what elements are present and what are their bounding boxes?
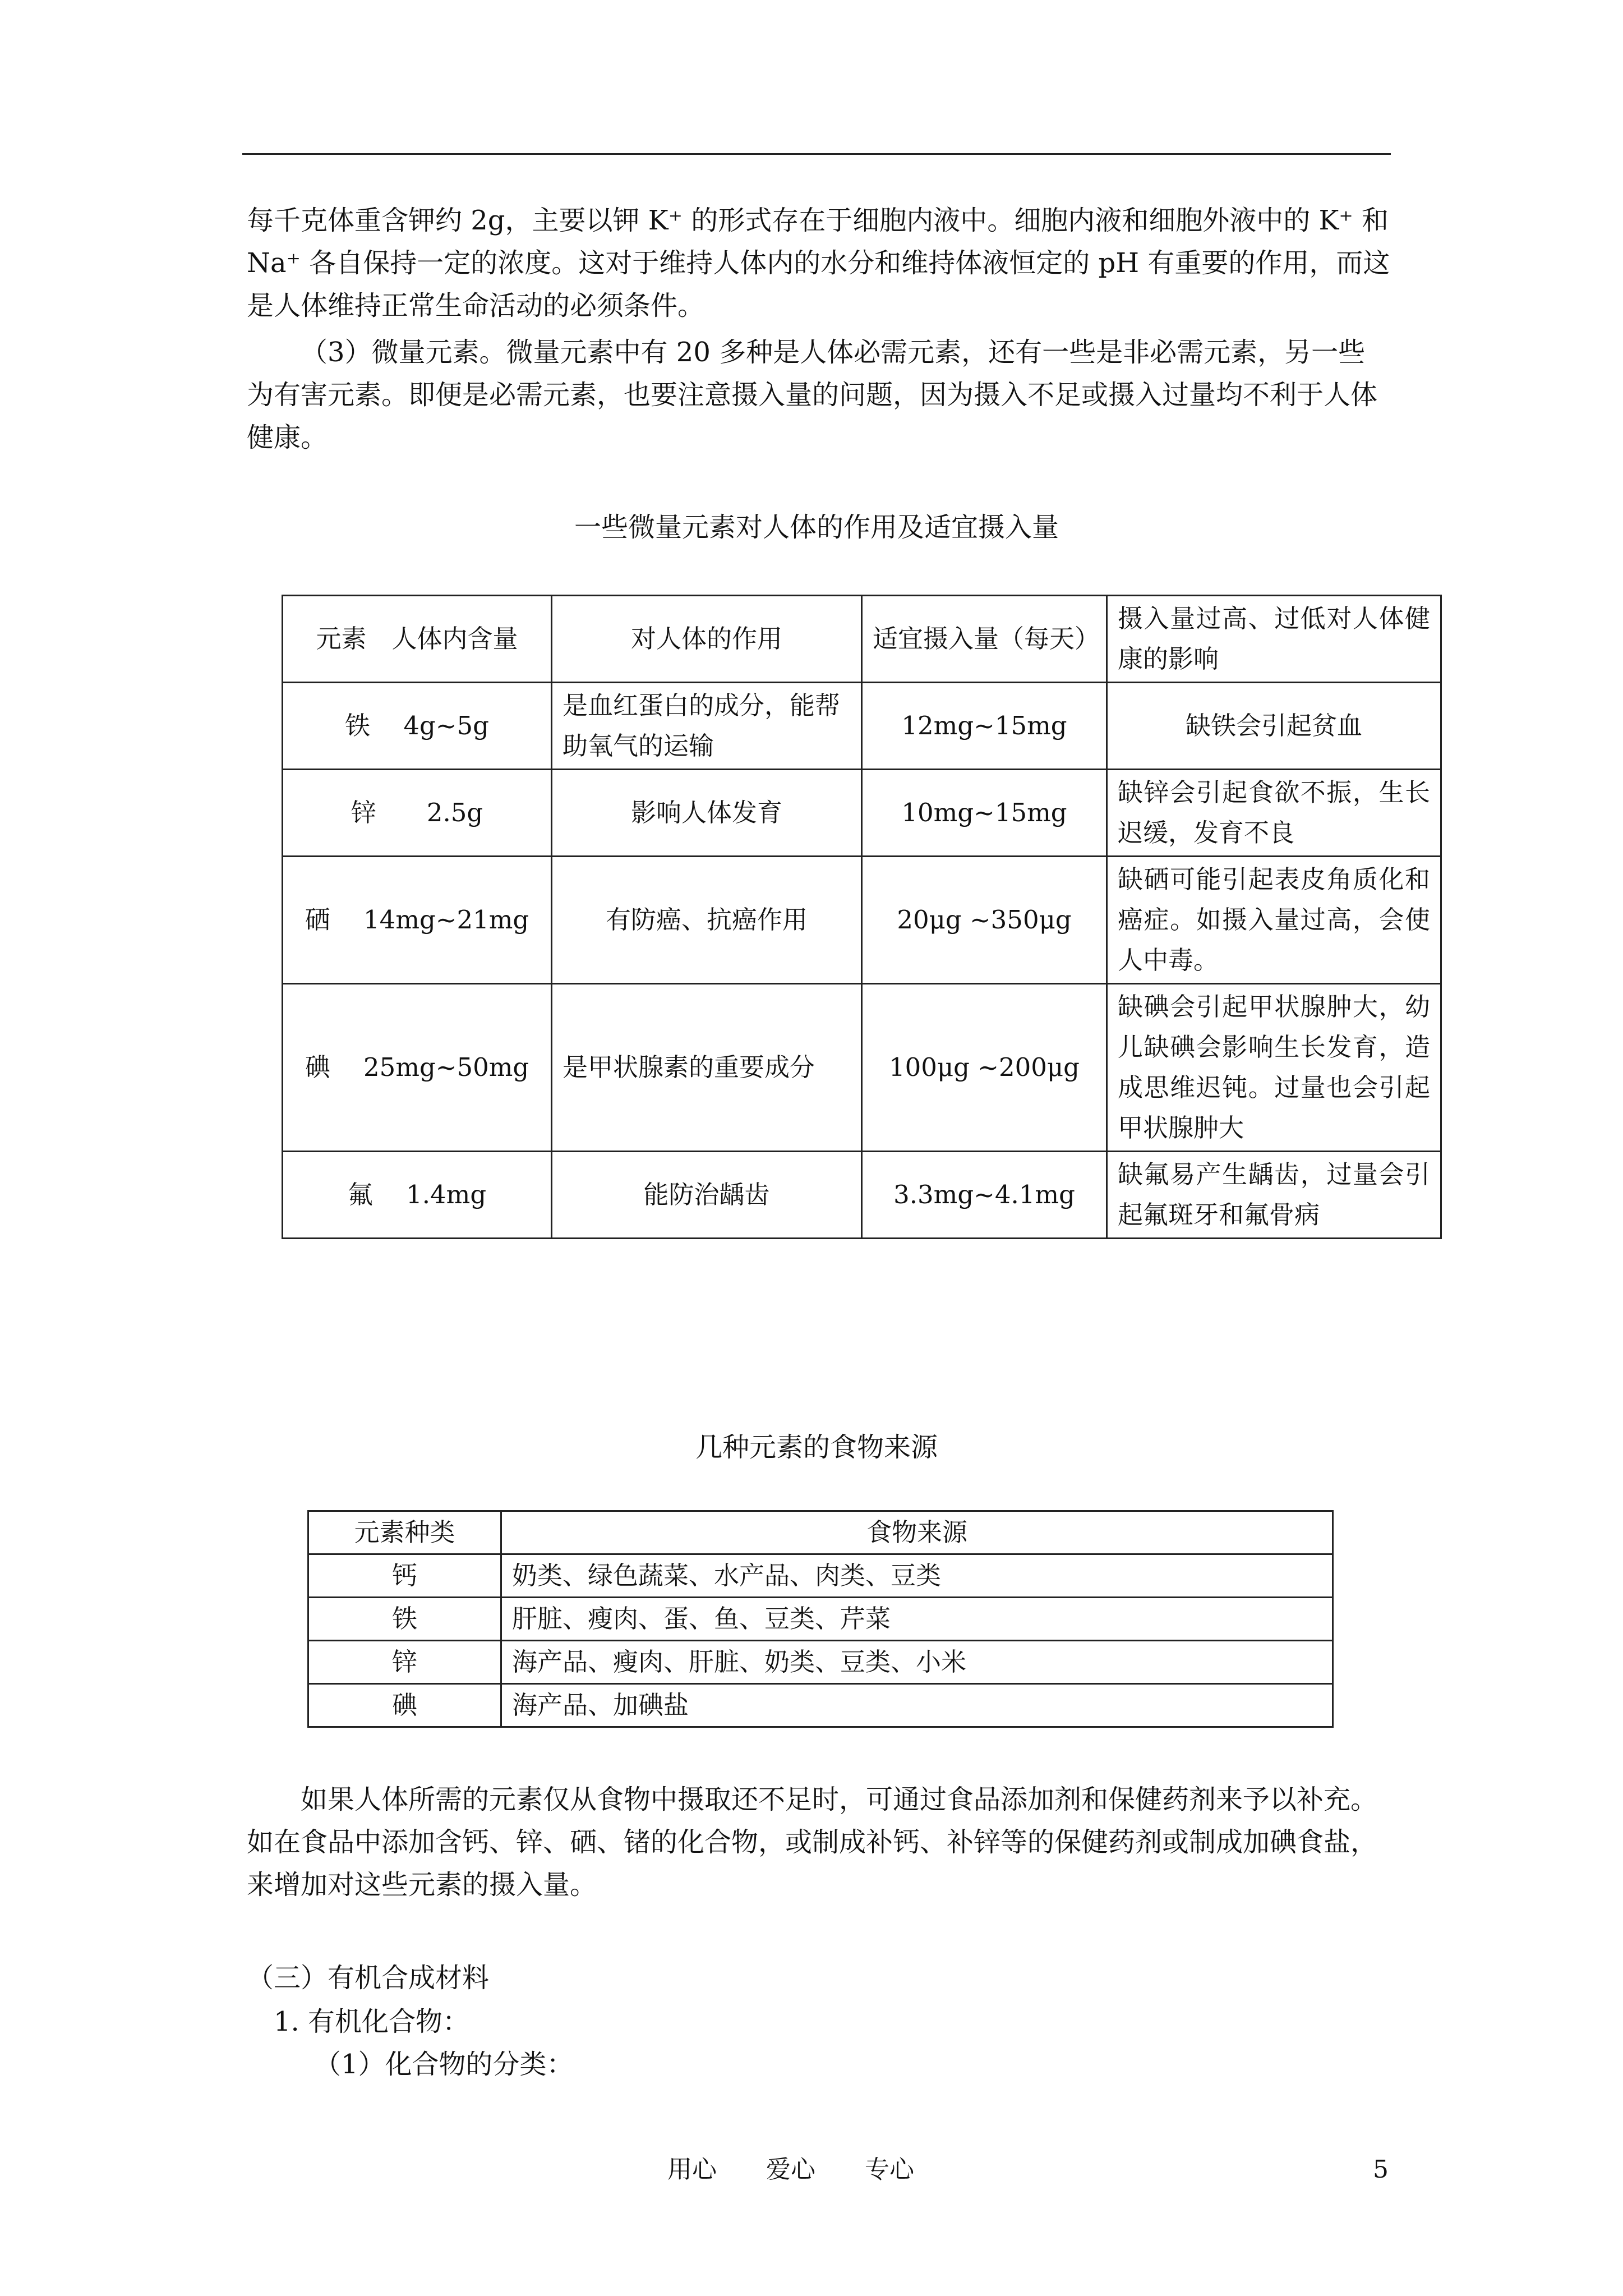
cell-effect: 缺硒可能引起表皮角质化和癌症。如摄入量过高，会使人中毒。 bbox=[1107, 857, 1441, 984]
cell-intake: 10mg~15mg bbox=[862, 770, 1107, 857]
header-role: 对人体的作用 bbox=[552, 596, 862, 683]
header-effect: 摄入量过高、过低对人体健康的影响 bbox=[1107, 596, 1441, 683]
cell-effect: 缺碘会引起甲状腺肿大，幼儿缺碘会影响生长发育，造成思维迟钝。过量也会引起甲状腺肿大 bbox=[1107, 984, 1441, 1152]
table-row bbox=[283, 1152, 1441, 1239]
table-row bbox=[283, 984, 1441, 1152]
cell-intake: 100μg ~200μg bbox=[862, 984, 1107, 1152]
page-number: 5 bbox=[1373, 2155, 1389, 2184]
food-source-table bbox=[307, 1510, 1334, 1728]
cell-element: 硒 14mg~21mg bbox=[283, 857, 552, 984]
cell-effect: 缺铁会引起贫血 bbox=[1107, 683, 1441, 770]
header-intake: 适宜摄入量（每天） bbox=[862, 596, 1107, 683]
cell-source: 海产品、瘦肉、肝脏、奶类、豆类、小米 bbox=[501, 1641, 1333, 1684]
trace-element-table bbox=[282, 595, 1442, 1239]
cell-element: 铁 bbox=[308, 1598, 501, 1641]
header-element-kind: 元素种类 bbox=[308, 1511, 501, 1554]
cell-role: 影响人体发育 bbox=[552, 770, 862, 857]
cell-intake: 3.3mg~4.1mg bbox=[862, 1152, 1107, 1239]
table-header-row bbox=[283, 596, 1441, 683]
table-row bbox=[308, 1598, 1333, 1641]
paragraph-potassium: 每千克体重含钾约 2g，主要以钾 K⁺ 的形式存在于细胞内液中。细胞内液和细胞外液中的 K⁺ 和 Na⁺ 各自保持一定的浓度。这对于维持人体内的水分和维持体液恒定的 pH 有重要的作用，而这是人体维持正常生命活动的必须条件。 bbox=[247, 205, 1390, 321]
table-row bbox=[308, 1554, 1333, 1598]
cell-element: 锌 2.5g bbox=[283, 770, 552, 857]
header-element-content: 元素 人体内含量 bbox=[283, 596, 552, 683]
cell-intake: 12mg~15mg bbox=[862, 683, 1107, 770]
paragraph-supplements: 如果人体所需的元素仅从食物中摄取还不足时，可通过食品添加剂和保健药剂来予以补充。如在食品中添加含钙、锌、硒、锗的化合物，或制成补钙、补锌等的保健药剂或制成加碘食盐，来增加对这些元素的摄入量。 bbox=[247, 1784, 1378, 1901]
cell-intake: 20μg ~350μg bbox=[862, 857, 1107, 984]
cell-element: 铁 4g~5g bbox=[283, 683, 552, 770]
section-heading: （三）有机合成材料 bbox=[247, 1962, 490, 1994]
sub-subsection-heading: （1）化合物的分类： bbox=[314, 2049, 574, 2080]
table-row bbox=[308, 1641, 1333, 1684]
cell-source: 肝脏、瘦肉、蛋、鱼、豆类、芹菜 bbox=[501, 1598, 1333, 1641]
paragraph-trace-elements: （3）微量元素。微量元素中有 20 多种是人体必需元素，还有一些是非必需元素，另一些为有害元素。即便是必需元素，也要注意摄入量的问题，因为摄入不足或摄入过量均不利于人体健康。 bbox=[247, 337, 1378, 453]
table-row bbox=[283, 770, 1441, 857]
cell-effect: 缺氟易产生龋齿，过量会引起氟斑牙和氟骨病 bbox=[1107, 1152, 1441, 1239]
cell-effect: 缺锌会引起食欲不振，生长迟缓，发育不良 bbox=[1107, 770, 1441, 857]
table1-caption: 一些微量元素对人体的作用及适宜摄入量 bbox=[574, 512, 1059, 543]
cell-role: 是血红蛋白的成分，能帮助氧气的运输 bbox=[552, 683, 862, 770]
table-row bbox=[283, 857, 1441, 984]
cell-role: 是甲状腺素的重要成分 bbox=[552, 984, 862, 1152]
header-food-source: 食物来源 bbox=[501, 1511, 1333, 1554]
header-rule bbox=[242, 153, 1391, 155]
cell-source: 奶类、绿色蔬菜、水产品、肉类、豆类 bbox=[501, 1554, 1333, 1598]
cell-element: 钙 bbox=[308, 1554, 501, 1598]
cell-role: 能防治龋齿 bbox=[552, 1152, 862, 1239]
cell-element: 锌 bbox=[308, 1641, 501, 1684]
table2-caption: 几种元素的食物来源 bbox=[695, 1432, 938, 1463]
cell-element: 碘 25mg~50mg bbox=[283, 984, 552, 1152]
table-row bbox=[308, 1684, 1333, 1727]
subsection-heading: 1. 有机化合物： bbox=[274, 2006, 470, 2037]
table-row bbox=[283, 683, 1441, 770]
cell-element: 碘 bbox=[308, 1684, 501, 1727]
cell-source: 海产品、加碘盐 bbox=[501, 1684, 1333, 1727]
table-header-row bbox=[308, 1511, 1333, 1554]
cell-element: 氟 1.4mg bbox=[283, 1152, 552, 1239]
cell-role: 有防癌、抗癌作用 bbox=[552, 857, 862, 984]
footer-motto: 用心 爱心 专心 bbox=[667, 2155, 914, 2184]
